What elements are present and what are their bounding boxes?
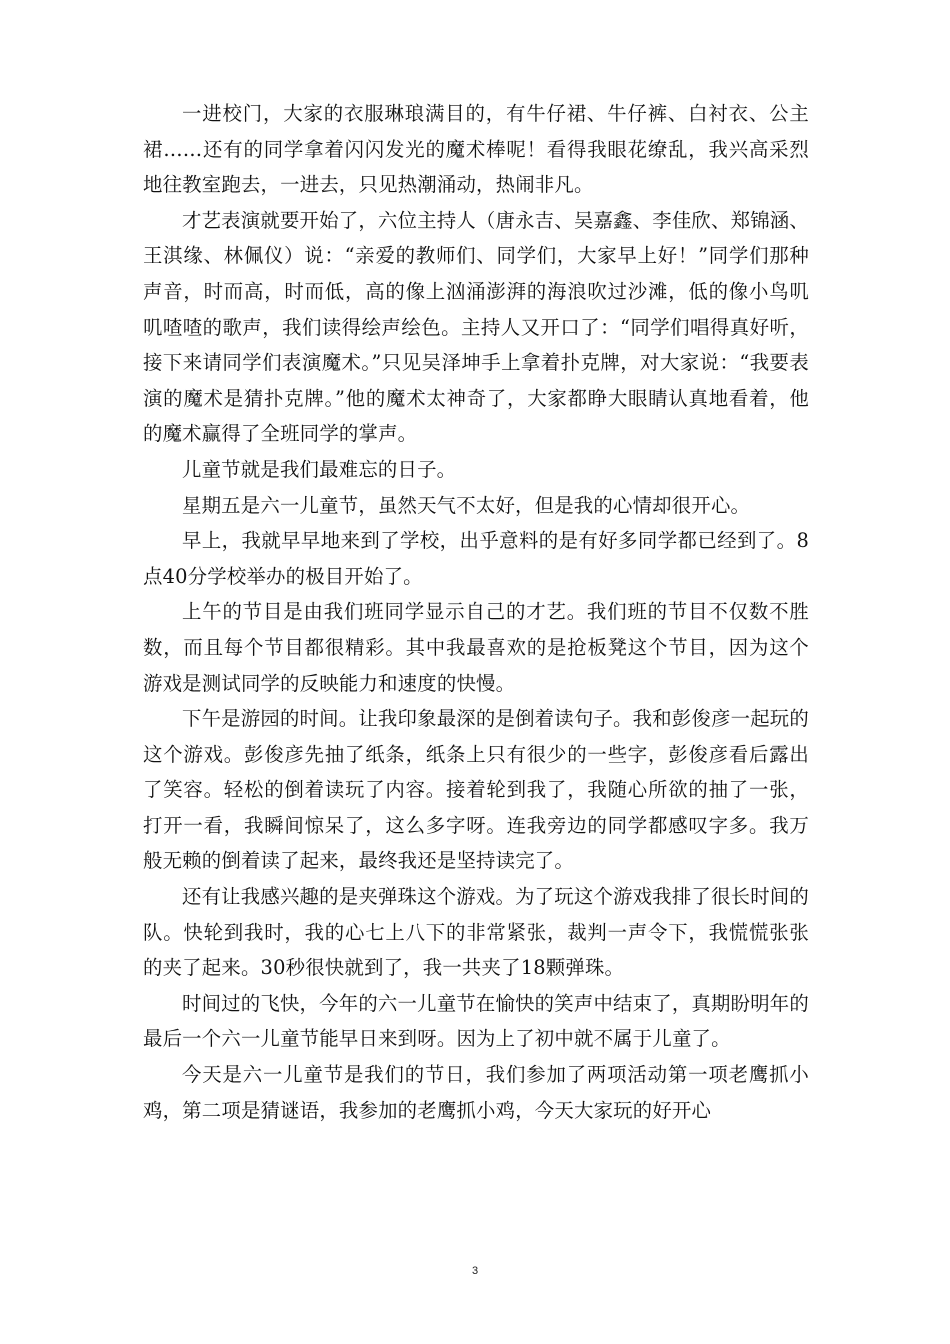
paragraph-5: 早上，我就早早地来到了学校，出乎意料的是有好多同学都已经到了。8点40分学校举办的极目开始了。	[143, 529, 809, 588]
paragraph-6: 上午的节目是由我们班同学显示自己的才艺。我们班的节目不仅数不胜数，而且每个节目都很精彩。其中我最喜欢的是抢板凳这个节目，因为这个游戏是测试同学的反映能力和速度的快慢。	[143, 600, 809, 695]
page-number: 3	[471, 1265, 479, 1277]
paragraph-7: 下午是游园的时间。让我印象最深的是倒着读句子。我和彭俊彦一起玩的这个游戏。彭俊彦先抽了纸条，纸条上只有很少的一些字，彭俊彦看后露出了笑容。轻松的倒着读玩了内容。接着轮到我了，我随心所欲的抽了一张，打开一看，我瞬间惊呆了，这么多字呀。连我旁边的同学都感叹字多。我万般无赖的倒着读了起来，最终我还是坚持读完了。	[143, 707, 809, 873]
paragraph-9: 时间过的飞快，今年的六一儿童节在愉快的笑声中结束了，真期盼明年的最后一个六一儿童节能早日来到呀。因为上了初中就不属于儿童了。	[143, 991, 809, 1051]
document-body	[143, 96, 809, 1128]
paragraph-1: 一进校门，大家的衣服琳琅满目的，有牛仔裙、牛仔裤、白衬衣、公主裙……还有的同学拿着闪闪发光的魔术棒呢！看得我眼花缭乱，我兴高采烈地往教室跑去，一进去，只见热潮涌动，热闹非凡。	[143, 102, 809, 197]
paragraph-3: 儿童节就是我们最难忘的日子。	[182, 457, 457, 481]
paragraph-10: 今天是六一儿童节是我们的节日，我们参加了两项活动第一项老鹰抓小鸡，第二项是猜谜语，我参加的老鹰抓小鸡，今天大家玩的好开心	[143, 1063, 809, 1122]
paragraph-4: 星期五是六一儿童节，虽然天气不太好，但是我的心情却很开心。	[182, 493, 751, 517]
paragraph-2: 才艺表演就要开始了，六位主持人（唐永吉、吴嘉鑫、李佳欣、郑锦涵、王淇缘、林佩仪）说：“亲爱的教师们、同学们，大家早上好！”同学们那种声音，时而高，时而低，高的像上汹涌澎湃的海浪吹过沙滩，低的像小鸟叽叽喳喳的歌声，我们读得绘声绘色。主持人又开口了：“同学们唱得真好听，接下来请同学们表演魔术。”只见吴泽坤手上拿着扑克牌，对大家说：“我要表演的魔术是猜扑克牌。”他的魔术太神奇了，大家都睁大眼睛认真地看着，他的魔术赢得了全班同学的掌声。	[143, 208, 809, 446]
paragraph-8: 还有让我感兴趣的是夹弹珠这个游戏。为了玩这个游戏我排了很长时间的队。快轮到我时，我的心七上八下的非常紧张，裁判一声令下，我慌慌张张的夹了起来。30秒很快就到了，我一共夹了18颗弹珠。	[143, 885, 809, 980]
